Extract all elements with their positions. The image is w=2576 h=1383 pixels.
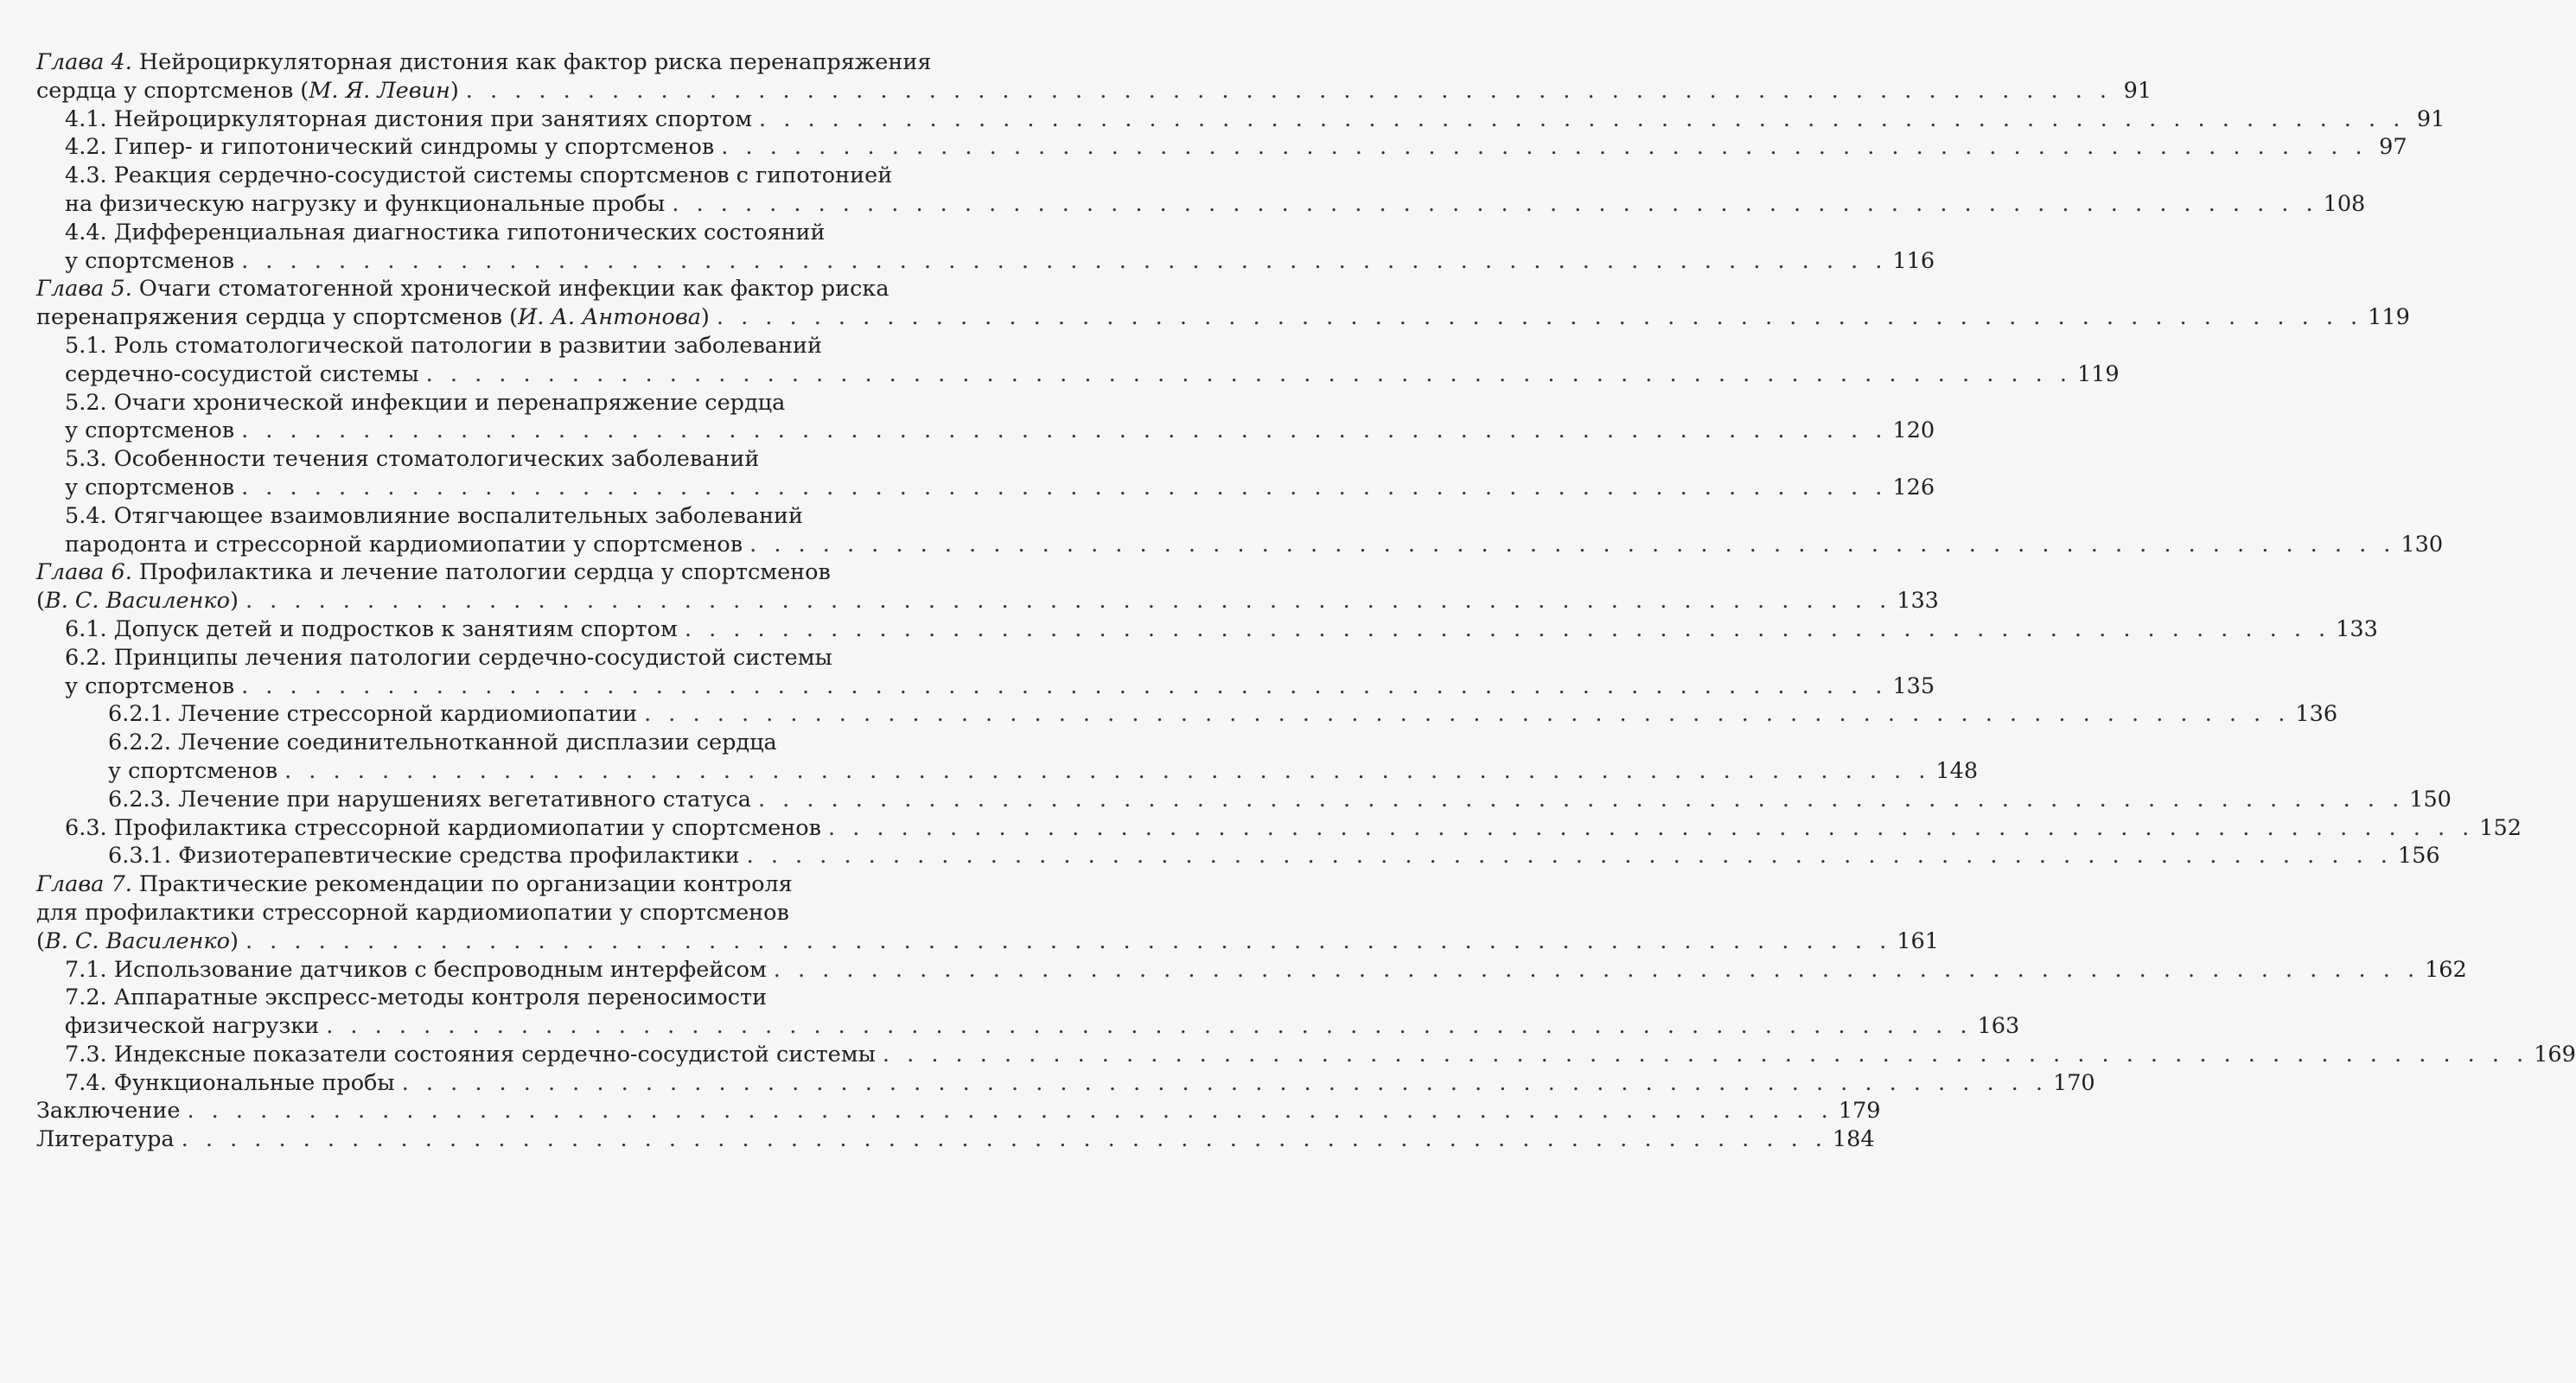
page-number: 120 [1892, 417, 1935, 444]
dot-leader: . . . . . . . . . . . . . . . . . . . . . . . . . . . . . . . . . . . . . . . . . . . . . . . . . . . . . . . . . . . . . . . . . . . . [245, 588, 1892, 615]
page-number: 135 [1892, 672, 1935, 699]
page-number: 133 [1897, 588, 1939, 615]
dot-leader: . . . . . . . . . . . . . . . . . . . . . . . . . . . . . . . . . . . . . . . . . . . . . . . . . . . . . . . . . . . . . . . . . . . . [759, 105, 2406, 132]
toc-entry-text [65, 984, 767, 1012]
dot-leader: . . . . . . . . . . . . . . . . . . . . . . . . . . . . . . . . . . . . . . . . . . . . . . . . . . . . . . . . . . . . . . . . . . . . [187, 1098, 1833, 1125]
page-number: 184 [1832, 1126, 1875, 1153]
toc-entry-text [65, 672, 234, 701]
toc-line [36, 332, 896, 360]
toc-line-text: 6.2.1. Лечение стрессорной кардиомиопатии [108, 701, 638, 728]
toc-entry-text [108, 842, 740, 870]
toc-line [36, 700, 2338, 729]
toc-section-entry [36, 984, 2020, 1041]
toc-line-text: физической нагрузки [65, 1013, 320, 1040]
dot-leader: . . . . . . . . . . . . . . . . . . . . . . . . . . . . . . . . . . . . . . . . . . . . . . . . . . . . . . . . . . . . . . . . . . . . [749, 531, 2396, 558]
toc-line-text: 4.3. Реакция сердечно-сосудистой системы спортсменов с гипотонией [65, 163, 893, 189]
toc-line-text: 4.1. Нейроциркуляторная дистония при занятиях спортом [65, 105, 753, 132]
dot-leader: . . . . . . . . . . . . . . . . . . . . . . . . . . . . . . . . . . . . . . . . . . . . . . . . . . . . . . . . . . . . . . . . . . . . [882, 1041, 2529, 1068]
toc-entry-text: сердца у спортсменов (М. Я. Левин) [36, 77, 459, 104]
page-number: 119 [2368, 304, 2410, 331]
dot-leader: . . . . . . . . . . . . . . . . . . . . . . . . . . . . . . . . . . . . . . . . . . . . . . . . . . . . . . . . . . . . . . . . . . . . [245, 927, 1892, 954]
toc-entry-text [65, 445, 759, 474]
toc-line-text: Заключение [36, 1098, 181, 1125]
dot-leader: . . . . . . . . . . . . . . . . . . . . . . . . . . . . . . . . . . . . . . . . . . . . . . . . . . . . . . . . . . . . . . . . . . . . [672, 190, 2318, 217]
toc-entry-text [65, 615, 678, 644]
page-number: 163 [1977, 1013, 2020, 1040]
chapter-author: И. А. Антонова [518, 304, 701, 331]
toc-line-text: 4.4. Дифференциальная диагностика гипотонических состояний [65, 219, 826, 245]
toc-entry-text [36, 48, 931, 77]
toc-line-text: сердечно-сосудистой системы [65, 360, 419, 387]
chapter-label: Глава 4. [36, 49, 132, 75]
toc-line-text: у спортсменов [108, 757, 278, 784]
toc-line-text: 6.3. Профилактика стрессорной кардиомиопатии у спортсменов [65, 814, 821, 841]
toc-line [36, 474, 1935, 502]
toc-line [36, 615, 2378, 644]
toc-line [36, 1125, 1875, 1154]
toc-line-text: у спортсменов [65, 247, 235, 274]
toc-entry-text [65, 531, 743, 559]
toc-entry-text [36, 899, 789, 927]
toc-entry-text [65, 219, 825, 247]
toc-entry-text [65, 247, 234, 276]
toc-entry-text [65, 1069, 395, 1098]
toc-entry-text [65, 814, 821, 843]
dot-leader: . . . . . . . . . . . . . . . . . . . . . . . . . . . . . . . . . . . . . . . . . . . . . . . . . . . . . . . . . . . . . . . . . . . . [241, 417, 1888, 444]
toc-section-entry [36, 644, 1935, 701]
toc-line-text: у спортсменов [65, 417, 235, 444]
page-number: 161 [1897, 927, 1939, 954]
toc-section-entry [36, 956, 2467, 985]
toc-entry-text [65, 190, 665, 219]
toc-line [36, 870, 896, 899]
toc-line [36, 927, 1939, 956]
toc-entry-text [108, 700, 637, 729]
page-number: 97 [2379, 134, 2407, 161]
dot-leader: . . . . . . . . . . . . . . . . . . . . . . . . . . . . . . . . . . . . . . . . . . . . . . . . . . . . . . . . . . . . . . . . . . . . [401, 1069, 2048, 1096]
chapter-author: В. С. Василенко [44, 927, 230, 954]
toc-line-text: 7.2. Аппаратные экспресс-методы контроля переносимости [65, 985, 768, 1011]
toc-line [36, 786, 2452, 814]
toc-line [36, 105, 2445, 134]
toc-line [36, 842, 2440, 870]
toc-line-text: 6.2.3. Лечение при нарушениях вегетативного статуса [108, 786, 751, 813]
toc-section-entry [36, 133, 2407, 162]
toc-chapter-entry [36, 1097, 1881, 1125]
page-number: 133 [2336, 615, 2378, 642]
toc-line-text: на физическую нагрузку и функциональные пробы [65, 190, 666, 217]
chapter-label: Глава 6. [36, 559, 132, 586]
dot-leader: . . . . . . . . . . . . . . . . . . . . . . . . . . . . . . . . . . . . . . . . . . . . . . . . . . . . . . . . . . . . . . . . . . . . [326, 1013, 1973, 1040]
toc-line [36, 587, 1939, 615]
dot-leader: . . . . . . . . . . . . . . . . . . . . . . . . . . . . . . . . . . . . . . . . . . . . . . . . . . . . . . . . . . . . . . . . . . . . [746, 843, 2393, 870]
toc-line-text: Профилактика и лечение патологии сердца у спортсменов [138, 559, 831, 586]
page-number: 119 [2076, 360, 2120, 387]
dot-leader: . . . . . . . . . . . . . . . . . . . . . . . . . . . . . . . . . . . . . . . . . . . . . . . . . . . . . . . . . . . . . . . . . . . . [425, 360, 2072, 387]
toc-section-entry [36, 219, 1935, 276]
toc-section-entry [36, 615, 2378, 644]
toc-line-text: 5.3. Особенности течения стоматологических заболеваний [65, 446, 760, 473]
toc-line-text: 7.4. Функциональные пробы [65, 1069, 395, 1096]
chapter-label: Глава 7. [36, 871, 132, 898]
toc-line [36, 814, 2522, 843]
toc-line-text: 4.2. Гипер- и гипотонический синдромы у спортсменов [65, 134, 715, 161]
toc-line-text: 5.4. Отягчающее взаимовлияние воспалительных заболеваний [65, 502, 804, 529]
page-number: 91 [2123, 77, 2152, 104]
toc-line [36, 757, 1979, 786]
toc-section-entry [36, 445, 1935, 502]
toc-entry-text [65, 956, 767, 985]
toc-line-text: 6.2. Принципы лечения патологии сердечно-сосудистой системы [65, 644, 832, 671]
page-number: 108 [2323, 190, 2366, 217]
toc-line [36, 417, 1935, 445]
toc-entry-text [65, 417, 234, 445]
page-number: 169 [2534, 1041, 2576, 1068]
toc-line-text: перенапряжения сердца у спортсменов [36, 304, 503, 331]
toc-entry-text: (В. С. Василенко) [36, 588, 239, 615]
dot-leader: . . . . . . . . . . . . . . . . . . . . . . . . . . . . . . . . . . . . . . . . . . . . . . . . . . . . . . . . . . . . . . . . . . . . [284, 757, 1931, 784]
toc-entry-text [65, 162, 892, 190]
chapter-label: Глава 5. [36, 276, 132, 303]
page-number: 148 [1935, 757, 1979, 784]
toc-entry-text [65, 502, 803, 531]
toc-section-entry [36, 786, 2452, 814]
toc-entry-text [108, 786, 751, 814]
toc-section-entry [36, 729, 1979, 786]
toc-line [36, 190, 2366, 219]
toc-line [36, 502, 896, 531]
dot-leader: . . . . . . . . . . . . . . . . . . . . . . . . . . . . . . . . . . . . . . . . . . . . . . . . . . . . . . . . . . . . . . . . . . . . [181, 1126, 1827, 1153]
toc-entry-text [65, 1041, 876, 1069]
toc-line-text: 6.2.2. Лечение соединительнотканной дисплазии сердца [108, 730, 777, 756]
toc-line [36, 729, 896, 757]
toc-line [36, 644, 896, 672]
chapter-author: В. С. Василенко [44, 588, 230, 615]
page-number: 126 [1892, 474, 1935, 500]
toc-line [36, 1097, 1881, 1125]
toc-line [36, 303, 2410, 332]
toc-line [36, 133, 2407, 162]
toc-line [36, 956, 2467, 985]
page-number: 162 [2425, 956, 2467, 983]
toc-line-text: Нейроциркуляторная дистония как фактор риска перенапряжения [138, 49, 932, 75]
toc-entry-text: (В. С. Василенко) [36, 927, 239, 954]
toc-line-text: у спортсменов [65, 672, 235, 699]
page-number: 130 [2401, 531, 2444, 558]
dot-leader: . . . . . . . . . . . . . . . . . . . . . . . . . . . . . . . . . . . . . . . . . . . . . . . . . . . . . . . . . . . . . . . . . . . . [828, 814, 2475, 841]
toc-chapter-entry [36, 870, 1939, 955]
toc-line-text: 6.1. Допуск детей и подростков к занятиям спортом [65, 615, 678, 642]
toc-entry-text [108, 757, 277, 786]
toc-section-entry [36, 389, 1935, 446]
page-number: 170 [2052, 1069, 2095, 1096]
toc-line [36, 275, 896, 303]
toc-line [36, 389, 896, 417]
toc-entry-text [36, 558, 831, 587]
toc-entry-text [36, 275, 889, 303]
table-of-contents [36, 48, 2576, 1154]
toc-line [36, 247, 1935, 276]
toc-line-text: 6.3.1. Физиотерапевтические средства профилактики [108, 843, 740, 870]
page-number: 116 [1892, 247, 1935, 274]
toc-line [36, 531, 2444, 559]
toc-entry-text [65, 389, 785, 417]
toc-line-text: 5.2. Очаги хронической инфекции и перенапряжение сердца [65, 389, 786, 416]
toc-page [36, 48, 2576, 1154]
page-number: 150 [2409, 786, 2452, 813]
toc-entry-text: перенапряжения сердца у спортсменов (И. А. Антонова) [36, 304, 710, 331]
chapter-author: М. Я. Левин [309, 77, 450, 104]
toc-line [36, 445, 896, 474]
toc-section-entry [36, 1041, 2576, 1069]
toc-line [36, 162, 896, 190]
dot-leader: . . . . . . . . . . . . . . . . . . . . . . . . . . . . . . . . . . . . . . . . . . . . . . . . . . . . . . . . . . . . . . . . . . . . [757, 786, 2405, 813]
toc-section-entry [36, 1069, 2095, 1098]
toc-entry-text [65, 105, 752, 134]
dot-leader: . . . . . . . . . . . . . . . . . . . . . . . . . . . . . . . . . . . . . . . . . . . . . . . . . . . . . . . . . . . . . . . . . . . . [241, 474, 1888, 500]
toc-section-entry [36, 814, 2522, 843]
toc-line [36, 1069, 2095, 1098]
toc-line [36, 984, 896, 1012]
dot-leader: . . . . . . . . . . . . . . . . . . . . . . . . . . . . . . . . . . . . . . . . . . . . . . . . . . . . . . . . . . . . . . . . . . . . [241, 247, 1888, 274]
toc-line [36, 48, 932, 77]
toc-line-text: Очаги стоматогенной хронической инфекции как фактор риска [138, 276, 889, 303]
toc-line [36, 558, 896, 587]
toc-line-text: пародонта и стрессорной кардиомиопатии у спортсменов [65, 531, 743, 558]
toc-line [36, 899, 896, 927]
toc-chapter-entry [36, 275, 2410, 332]
toc-section-entry [36, 105, 2445, 134]
dot-leader: . . . . . . . . . . . . . . . . . . . . . . . . . . . . . . . . . . . . . . . . . . . . . . . . . . . . . . . . . . . . . . . . . . . . [241, 672, 1888, 699]
page-number: 152 [2479, 814, 2522, 841]
toc-section-entry [36, 842, 2440, 870]
toc-entry-text [65, 360, 419, 389]
dot-leader: . . . . . . . . . . . . . . . . . . . . . . . . . . . . . . . . . . . . . . . . . . . . . . . . . . . . . . . . . . . . . . . . . . . . [644, 701, 2291, 728]
toc-entry-text [36, 1097, 180, 1125]
page-number: 91 [2416, 105, 2445, 132]
toc-line [36, 219, 896, 247]
dot-leader: . . . . . . . . . . . . . . . . . . . . . . . . . . . . . . . . . . . . . . . . . . . . . . . . . . . . . . . . . . . . . . . . . . . . [716, 304, 2363, 331]
dot-leader: . . . . . . . . . . . . . . . . . . . . . . . . . . . . . . . . . . . . . . . . . . . . . . . . . . . . . . . . . . . . . . . . . . . . [465, 77, 2113, 104]
toc-entry-text [65, 644, 832, 672]
toc-chapter-entry [36, 1125, 1875, 1154]
toc-line-text: 5.1. Роль стоматологической патологии в развитии заболеваний [65, 332, 823, 359]
toc-line-text: у спортсменов [65, 474, 235, 500]
toc-line [36, 1041, 2576, 1069]
toc-section-entry [36, 502, 2444, 559]
toc-line-text: Литература [36, 1126, 175, 1153]
toc-entry-text [36, 870, 793, 899]
toc-line [36, 672, 1935, 701]
toc-section-entry [36, 162, 2366, 219]
toc-section-entry [36, 700, 2338, 729]
toc-entry-text [108, 729, 777, 757]
toc-entry-text [65, 332, 822, 360]
dot-leader: . . . . . . . . . . . . . . . . . . . . . . . . . . . . . . . . . . . . . . . . . . . . . . . . . . . . . . . . . . . . . . . . . . . . [773, 956, 2420, 983]
page-number: 179 [1838, 1098, 1881, 1125]
page-number: 136 [2295, 701, 2338, 728]
toc-section-entry [36, 332, 2120, 389]
toc-line-text: 7.1. Использование датчиков с беспроводным интерфейсом [65, 956, 767, 983]
toc-entry-text [65, 474, 234, 502]
toc-line-text: сердца у спортсменов [36, 77, 294, 104]
dot-leader: . . . . . . . . . . . . . . . . . . . . . . . . . . . . . . . . . . . . . . . . . . . . . . . . . . . . . . . . . . . . . . . . . . . . [684, 615, 2331, 642]
toc-entry-text [65, 133, 714, 162]
toc-entry-text [36, 1125, 175, 1154]
toc-line [36, 77, 2152, 105]
page-number: 156 [2397, 843, 2440, 870]
toc-line-text: 7.3. Индексные показатели состояния сердечно-сосудистой системы [65, 1041, 876, 1068]
dot-leader: . . . . . . . . . . . . . . . . . . . . . . . . . . . . . . . . . . . . . . . . . . . . . . . . . . . . . . . . . . . . . . . . . . . . [721, 134, 2368, 161]
toc-chapter-entry [36, 558, 1939, 615]
toc-chapter-entry [36, 48, 2152, 105]
toc-line [36, 360, 2120, 389]
toc-line [36, 1012, 2020, 1041]
toc-line-text: Практические рекомендации по организации контроля [138, 871, 793, 898]
toc-line-text: для профилактики стрессорной кардиомиопатии у спортсменов [36, 899, 789, 926]
toc-entry-text [65, 1012, 319, 1041]
